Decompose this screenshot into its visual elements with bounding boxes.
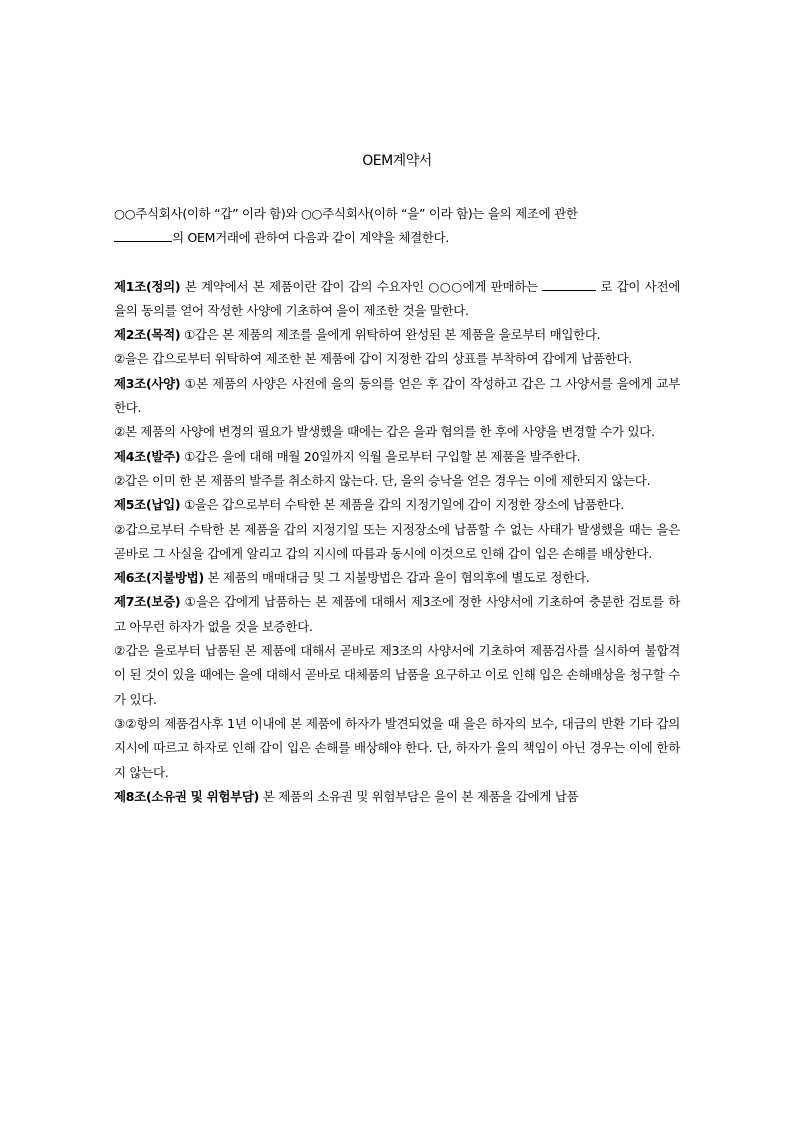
article-4-clause-2 bbox=[114, 469, 680, 493]
article-1 bbox=[114, 275, 680, 324]
article-text: ①을은 갑으로부터 수탁한 본 제품을 갑의 지정기일에 갑이 지정한 장소에 납품한다. bbox=[180, 497, 624, 513]
article-5-clause-2 bbox=[114, 518, 680, 567]
article-text: 본 제품의 매매대금 및 그 지불방법은 갑과 을이 협의후에 별도로 정한다. bbox=[203, 570, 590, 586]
article-text: ①갑은 을에 대해 매월 20일까지 익월 을로부터 구입할 본 제품을 발주한다. bbox=[180, 448, 581, 464]
blank-underline bbox=[542, 276, 596, 291]
blank-underline bbox=[114, 227, 172, 242]
article-text: ①본 제품의 사양은 사전에 을의 동의를 얻은 후 갑이 작성하고 갑은 그 사양서를 을에게 교부한다. bbox=[114, 375, 680, 416]
article-text: 본 제품의 소유권 및 위험부담은 을이 본 제품을 갑에게 납품 bbox=[259, 788, 579, 804]
article-7-clause-2 bbox=[114, 639, 680, 712]
paragraph-spacer bbox=[114, 251, 680, 275]
article-7 bbox=[114, 590, 680, 639]
article-text: 본 계약에서 본 제품이란 갑이 갑의 수요자인 ○○○에게 판매하는 bbox=[180, 278, 538, 294]
article-8 bbox=[114, 785, 680, 809]
article-text: ③②항의 제품검사후 1년 이내에 본 제품에 하자가 발견되었을 때 을은 하자의 보수, 대금의 반환 기타 갑의 지시에 따르고 하자로 인해 갑이 입은 손해를 배상해야 한다. 단, 하자가 을의 책임이 아닌 경우는 이에 한하지 않는다. bbox=[114, 715, 680, 780]
document-title: OEM계약서 bbox=[362, 153, 432, 169]
article-4 bbox=[114, 445, 680, 469]
article-heading: 제6조(지불방법) bbox=[114, 570, 204, 586]
preamble-line1: ○○주식회사(이하 “갑” 이라 함)와 ○○주식회사(이하 “을” 이라 함)는 을의 제조에 관한 bbox=[114, 206, 578, 221]
article-7-clause-3 bbox=[114, 712, 680, 785]
article-2 bbox=[114, 323, 680, 347]
article-text: ②갑으로부터 수탁한 본 제품을 갑의 지정기일 또는 지정장소에 납품할 수 없는 사태가 발생했을 때는 을은 곧바로 그 사실을 갑에게 알리고 갑의 지시에 따름과 동시에 이것으로 인해 갑이 입은 손해를 배상한다. bbox=[114, 521, 680, 561]
preamble-line2: 의 OEM거래에 관하여 다음과 같이 계약을 체결한다. bbox=[172, 230, 450, 246]
article-heading: 제3조(사양) bbox=[114, 375, 181, 391]
article-text: ①갑은 본 제품의 제조를 을에게 위탁하여 완성된 본 제품을 을로부터 매입한다. bbox=[180, 327, 601, 343]
preamble bbox=[114, 202, 680, 251]
article-6 bbox=[114, 566, 680, 590]
article-text: ①을은 갑에게 납품하는 본 제품에 대해서 제3조에 정한 사양서에 기초하여 충분한 검토를 하고 아무런 하자가 없을 것을 보증한다. bbox=[114, 594, 680, 634]
article-heading: 제8조(소유권 및 위험부담) bbox=[114, 788, 260, 804]
article-heading: 제2조(목적) bbox=[114, 327, 181, 343]
article-heading: 제1조(정의) bbox=[114, 278, 181, 294]
article-heading: 제4조(발주) bbox=[114, 448, 181, 464]
article-text: 로 갑이 사전에 을의 동의를 얻어 작성한 사양에 기초하여 을이 제조한 것을 말한다. bbox=[114, 278, 680, 318]
article-text: ②갑은 이미 한 본 제품의 발주를 취소하지 않는다. 단, 을의 승낙을 얻은 경우는 이에 제한되지 않는다. bbox=[114, 472, 651, 488]
article-2-clause-2 bbox=[114, 347, 680, 371]
article-heading: 제7조(보증) bbox=[114, 594, 181, 610]
article-text: ②갑은 을로부터 납품된 본 제품에 대해서 곧바로 제3조의 사양서에 기초하여 제품검사를 실시하여 불합격이 된 것이 있을 때에는 을에 대해서 곧바로 대체품의 납품을 요구하고 이로 인해 입은 손해배상을 청구할 수가 있다. bbox=[114, 643, 680, 707]
article-heading: 제5조(납입) bbox=[114, 497, 181, 513]
document-body bbox=[114, 202, 680, 809]
article-text: ②을은 갑으로부터 위탁하여 제조한 본 제품에 갑이 지정한 갑의 상표를 부착하여 갑에게 납품한다. bbox=[114, 351, 632, 367]
article-3 bbox=[114, 372, 680, 421]
article-5 bbox=[114, 493, 680, 517]
article-3-clause-2 bbox=[114, 420, 680, 444]
article-text: ②본 제품의 사양에 변경의 필요가 발생했을 때에는 갑은 을과 협의를 한 후에 사양을 변경할 수가 있다. bbox=[114, 424, 655, 440]
